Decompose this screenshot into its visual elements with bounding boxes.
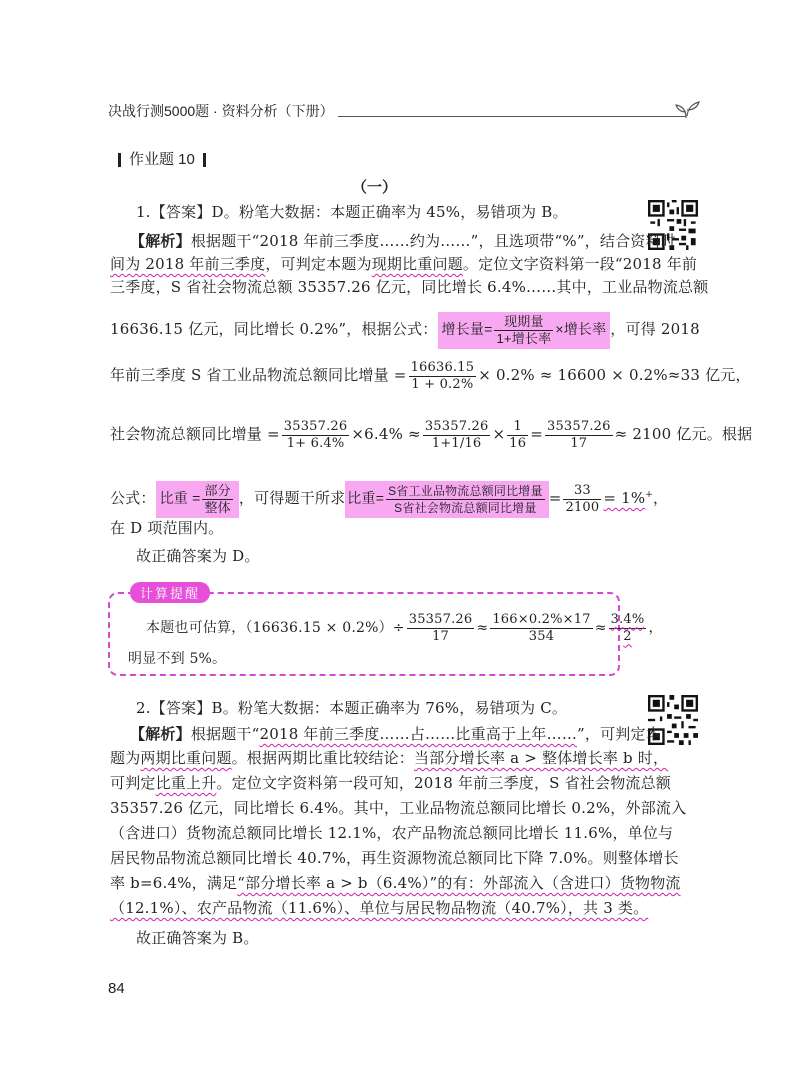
fraction (494, 314, 553, 347)
text-run: 根据题干“2018 年前三季度……约为……”，且选项带“%”，结合资料时 (190, 232, 676, 250)
text-run: = (530, 425, 543, 443)
text-run: S省社会物流总额同比增量 (394, 500, 537, 515)
q2-conclusion: 故正确答案为 B。 (136, 929, 259, 947)
text-run: 16 (509, 435, 527, 451)
book-title: 决战行测5000题 · 资料分析（下册） (108, 103, 334, 119)
tip-line-1 (146, 608, 663, 648)
text-run: ≈ 2100 亿元。根据 (614, 425, 753, 443)
text-run: ≈ (594, 620, 607, 636)
title-bar-right-icon (203, 153, 206, 167)
text-run: 整体 (204, 499, 231, 515)
growth-formula (438, 312, 611, 349)
text-run: = (548, 489, 562, 507)
text-run: 题为 (110, 749, 141, 767)
text-run: 年前三季度 S 省工业品物流总额同比增量 = (110, 366, 407, 384)
text-run: 。定位文字资料第一段“2018 年前 (462, 255, 698, 273)
text-run: ×6.4% ≈ (351, 425, 421, 443)
text-run: 率 b=6.4%，满足 (110, 874, 238, 892)
text-run: ≈ (476, 620, 489, 636)
q1-para-line-8: 在 D 项范围内。 (110, 519, 224, 537)
text-run: ×增长率 (555, 321, 607, 337)
text-run: ， (653, 489, 669, 507)
text-run: ，可判定本题为 (265, 255, 372, 273)
target-ratio-formula (345, 481, 548, 518)
text-run: 35357.26 (283, 418, 348, 434)
analysis-label: 【解析】 (130, 232, 191, 250)
calc-tip-title: 计算提醒 (130, 582, 210, 603)
text-run: 两期比重问题 (140, 749, 232, 767)
text-run: 间为 2018 年前三季度 (110, 255, 266, 273)
text-run: 部分 (204, 482, 231, 498)
fraction (407, 612, 475, 645)
text-run: 16636.15 亿元，同比增长 0.2%”，根据公式： (110, 320, 438, 338)
text-run: ， (648, 620, 663, 636)
q2-para-line-8 (110, 897, 648, 919)
text-run: × (492, 425, 506, 443)
text-run: 17 (432, 628, 450, 644)
q1-para-line-3: 三季度，S 省社会物流总额 35357.26 亿元，同比增长 6.4%……其中，工业品物流总额 (110, 278, 709, 296)
q1-conclusion: 故正确答案为 D。 (136, 547, 260, 565)
text-run: 1 + 0.2% (411, 376, 474, 392)
fraction (409, 360, 477, 393)
q1-para-line-7 (110, 473, 668, 520)
fraction (609, 612, 647, 645)
tip-line-2: 明显不到 5%。 (128, 651, 227, 667)
group-label: （一） (352, 179, 398, 196)
q2-para-line-1 (130, 723, 661, 745)
text-run: 17 (570, 435, 588, 451)
text-run: 比重 = (159, 490, 201, 506)
q2-para-line-7 (110, 872, 681, 894)
ratio-formula (156, 481, 239, 518)
section-title-text: 作业题 10 (129, 151, 195, 168)
text-run: ”，可判定本 (577, 725, 661, 743)
fraction (507, 419, 528, 452)
text-run: 现期比重问题 (371, 255, 463, 273)
q1-para-line-1 (130, 230, 676, 252)
text-run: 社会物流总额同比增量 = (110, 425, 280, 443)
page-number: 84 (108, 980, 125, 997)
text-run: 增长量= (441, 321, 493, 337)
text-run: = 1% (603, 489, 646, 507)
header-rule (338, 116, 686, 117)
text-run: × 0.2% ≈ 16600 × 0.2%≈33 亿元， (478, 366, 751, 384)
text-run: 比重上升 (155, 774, 217, 792)
q1-para-line-5 (110, 355, 751, 395)
text-run: 166×0.2%×17 (492, 611, 591, 627)
section-title (118, 148, 206, 169)
q1-para-line-4 (110, 309, 700, 349)
fraction (202, 483, 232, 516)
q2-para-line-6: 居民物品物流总额同比增长 40.7%，再生资源物流总额同比下降 7.0%。则整体增长 (110, 849, 679, 867)
text-run: ，可得 2018 (610, 320, 700, 338)
text-run: 1+增长率 (496, 330, 552, 346)
q2-answer-line: 2.【答案】B。粉笔大数据：本题正确率为 76%，易错项为 C。 (136, 699, 568, 717)
text-run: 3.4% (610, 611, 645, 627)
text-run: 当部分增长率 a > 整体增长率 b 时， (414, 749, 669, 767)
text-run: 本题也可估算，（16636.15 × 0.2%）÷ (146, 620, 405, 636)
text-run: 比重= (347, 490, 385, 506)
text-run: “部分增长率 a > b（6.4%）”的有：外部流入（含进口）货物物流 (237, 874, 681, 892)
text-run: 公式： (110, 489, 156, 507)
text-run: （12.1%）、农产品物流（11.6%）、单位与居民物品物流（40.7%），共 3 类。 (110, 899, 649, 917)
fraction (386, 483, 545, 516)
fraction (282, 419, 350, 452)
text-run: 35357.26 (408, 611, 473, 627)
q2-para-line-4: 35357.26 亿元，同比增长 6.4%。其中，工业品物流总额同比增长 0.2%，外部流入 (110, 799, 687, 817)
q1-para-line-2 (110, 253, 697, 275)
text-run: 35357.26 (546, 418, 611, 434)
text-run: 33 (563, 483, 601, 500)
q1-para-line-6 (110, 412, 752, 456)
text-run: 16636.15 (410, 359, 475, 375)
text-run: S省工业品物流总额同比增量 (388, 483, 543, 498)
q2-para-line-3 (110, 772, 671, 794)
text-run: 1+ 6.4% (286, 435, 345, 451)
q1-answer-line: 1.【答案】D。粉笔大数据：本题正确率为 45%，易错项为 B。 (136, 203, 568, 221)
text-run: 。定位文字资料第一段可知，2018 年前三季度，S 省社会物流总额 (216, 774, 672, 792)
fraction (490, 612, 592, 645)
text-run: ，可得题干所求 (238, 489, 346, 507)
text-run: 可判定 (110, 774, 156, 792)
text-run: 2100 (565, 499, 600, 515)
analysis-label: 【解析】 (130, 725, 191, 743)
q2-para-line-5: （含进口）货物流总额同比增长 12.1%，农产品物流总额同比增长 11.6%，单位与 (110, 824, 674, 842)
text-run: 。根据两期比重比较结论： (231, 749, 415, 767)
fraction (423, 419, 491, 452)
text-run: 现期量 (494, 314, 553, 331)
sprout-icon (672, 96, 702, 120)
text-run: 根据题干“ (190, 725, 260, 743)
fraction (563, 483, 601, 516)
fraction (545, 419, 613, 452)
title-bar-left-icon (118, 153, 121, 167)
text-run: 2018 年前三季度……占……比重高于上年…… (259, 725, 578, 743)
text-run: 35357.26 (424, 418, 489, 434)
q2-para-line-2 (110, 747, 668, 769)
plus-superscript: + (645, 490, 654, 500)
text-run: 1 (507, 419, 528, 436)
text-run: 2 (623, 628, 632, 644)
text-run: 354 (528, 628, 555, 644)
text-run: 1+1/16 (431, 435, 482, 451)
